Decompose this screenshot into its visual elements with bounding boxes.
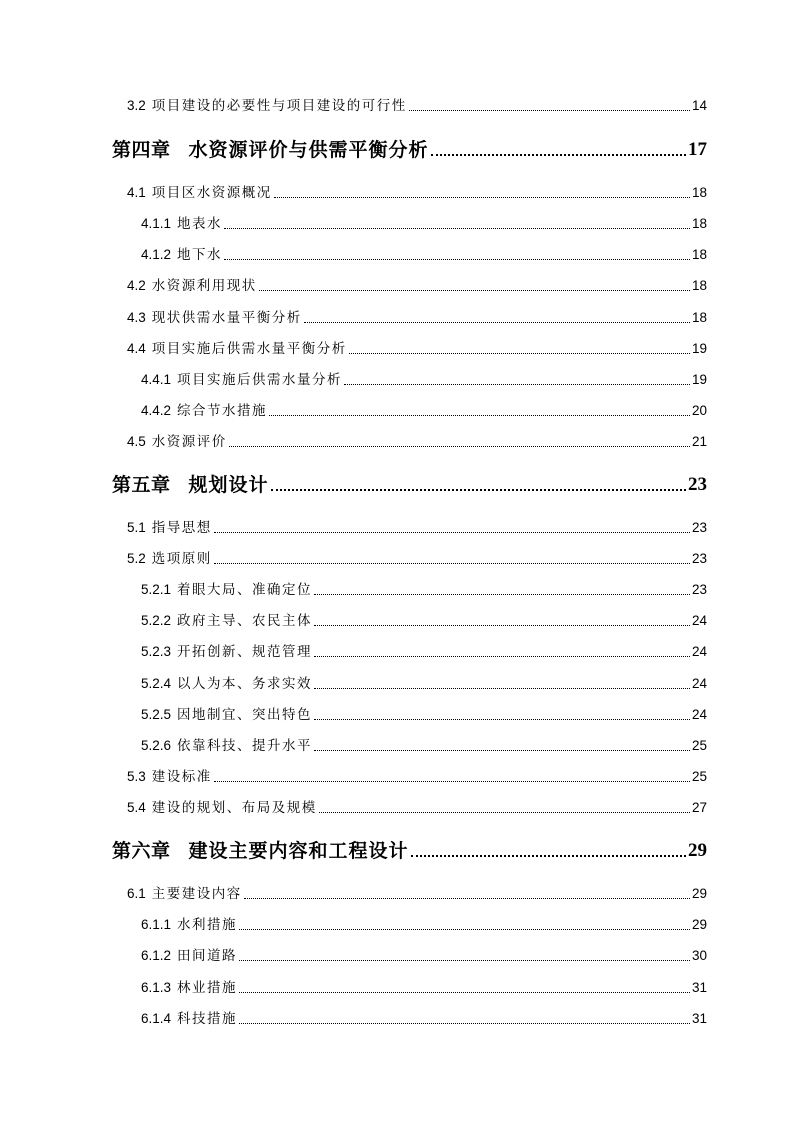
dot-leader <box>239 992 690 993</box>
chapter-title: 规划设计 <box>188 474 269 496</box>
toc-entry[interactable] <box>141 676 707 692</box>
toc-title: 水资源利用现状 <box>151 278 257 294</box>
toc-number: 4.4.1 <box>141 372 172 387</box>
dot-leader <box>304 322 690 323</box>
dot-leader <box>344 384 690 385</box>
toc-page-number: 24 <box>691 707 707 722</box>
toc-page-number: 24 <box>691 644 707 659</box>
toc-entry[interactable] <box>127 310 707 326</box>
toc-title: 以人为本、务求实效 <box>177 676 313 692</box>
dot-leader <box>224 259 690 260</box>
toc-entry[interactable] <box>127 341 707 357</box>
dot-leader <box>244 898 690 899</box>
toc-number: 4.1 <box>127 185 146 200</box>
toc-page-number: 25 <box>691 738 707 753</box>
toc-entry[interactable] <box>127 800 707 816</box>
dot-leader <box>349 353 690 354</box>
toc-page-number: 25 <box>691 769 707 784</box>
toc-page-number: 23 <box>688 474 707 495</box>
toc-number: 6.1.4 <box>141 1011 172 1026</box>
toc-number: 3.2 <box>127 98 146 113</box>
toc-title: 开拓创新、规范管理 <box>177 644 313 660</box>
toc-page-number: 19 <box>691 341 707 356</box>
toc-number: 6.1 <box>127 886 146 901</box>
toc-entry[interactable] <box>141 980 707 996</box>
chapter-number: 第五章 <box>112 474 171 496</box>
toc-page-number: 24 <box>691 676 707 691</box>
toc-title: 林业措施 <box>177 980 238 996</box>
toc-entry[interactable] <box>141 738 707 754</box>
toc-number: 5.2 <box>127 551 146 566</box>
toc-number: 5.2.1 <box>141 582 172 597</box>
toc-page-number: 31 <box>691 1011 707 1026</box>
toc-entry[interactable] <box>127 185 707 201</box>
toc-title: 综合节水措施 <box>177 403 268 419</box>
toc-entry[interactable] <box>141 1011 707 1027</box>
toc-title: 建设标准 <box>151 769 212 785</box>
toc-page-number: 21 <box>691 434 707 449</box>
toc-title: 依靠科技、提升水平 <box>177 738 313 754</box>
toc-page-number: 29 <box>691 917 707 932</box>
toc-entry[interactable] <box>141 948 707 964</box>
dot-leader <box>314 750 690 751</box>
dot-leader <box>411 855 686 857</box>
dot-leader <box>239 960 690 961</box>
toc-title: 地下水 <box>177 247 223 263</box>
dot-leader <box>214 781 690 782</box>
toc-entry[interactable] <box>127 551 707 567</box>
dot-leader <box>431 154 686 156</box>
toc-title: 水利措施 <box>177 917 238 933</box>
toc-entry[interactable] <box>141 582 707 598</box>
dot-leader <box>314 625 690 626</box>
toc-entry[interactable] <box>141 247 707 263</box>
toc-chapter-entry[interactable] <box>112 139 707 161</box>
toc-chapter-entry[interactable] <box>112 474 707 496</box>
toc-number: 4.4 <box>127 341 146 356</box>
toc-page-number: 20 <box>691 403 707 418</box>
toc-title: 项目实施后供需水量分析 <box>177 372 343 388</box>
toc-title: 项目区水资源概况 <box>151 185 272 201</box>
toc-number: 5.2.6 <box>141 738 172 753</box>
dot-leader <box>239 1023 690 1024</box>
dot-leader <box>214 532 690 533</box>
toc-page-number: 19 <box>691 372 707 387</box>
toc-page-number: 29 <box>691 886 707 901</box>
dot-leader <box>214 563 690 564</box>
toc-number: 5.2.5 <box>141 707 172 722</box>
toc-title: 建设的规划、布局及规模 <box>151 800 317 816</box>
toc-page-number: 29 <box>688 840 707 861</box>
toc-entry[interactable] <box>141 216 707 232</box>
toc-number: 4.1.2 <box>141 247 172 262</box>
dot-leader <box>409 110 690 111</box>
toc-title: 地表水 <box>177 216 223 232</box>
toc-title: 水资源评价 <box>151 434 227 450</box>
toc-number: 4.1.1 <box>141 216 172 231</box>
chapter-title: 水资源评价与供需平衡分析 <box>188 139 429 161</box>
toc-title: 主要建设内容 <box>151 886 242 902</box>
toc-title: 项目实施后供需水量平衡分析 <box>151 341 347 357</box>
toc-number: 5.2.3 <box>141 644 172 659</box>
toc-entry[interactable] <box>127 520 707 536</box>
toc-title: 着眼大局、准确定位 <box>177 582 313 598</box>
toc-number: 4.4.2 <box>141 403 172 418</box>
toc-entry[interactable] <box>141 613 707 629</box>
toc-page-number: 31 <box>691 980 707 995</box>
toc-page-number: 30 <box>691 948 707 963</box>
dot-leader <box>269 415 690 416</box>
toc-page-number: 23 <box>691 582 707 597</box>
toc-page-number: 18 <box>691 216 707 231</box>
chapter-number: 第四章 <box>112 139 171 161</box>
toc-title: 政府主导、农民主体 <box>177 613 313 629</box>
toc-page-number: 23 <box>691 520 707 535</box>
toc-page-number: 14 <box>691 98 707 113</box>
toc-page-number: 18 <box>691 185 707 200</box>
chapter-title: 建设主要内容和工程设计 <box>188 840 409 862</box>
toc-number: 6.1.2 <box>141 948 172 963</box>
toc-number: 5.1 <box>127 520 146 535</box>
toc-number: 4.2 <box>127 278 146 293</box>
toc-number: 6.1.3 <box>141 980 172 995</box>
toc-entry[interactable] <box>127 769 707 785</box>
toc-page-number: 23 <box>691 551 707 566</box>
toc-number: 4.5 <box>127 434 146 449</box>
toc-chapter-entry[interactable] <box>112 840 707 862</box>
toc-number: 5.2.2 <box>141 613 172 628</box>
dot-leader <box>274 197 690 198</box>
toc-entry[interactable] <box>127 434 707 450</box>
dot-leader <box>224 228 690 229</box>
toc-page-number: 18 <box>691 247 707 262</box>
dot-leader <box>271 489 686 491</box>
dot-leader <box>259 290 690 291</box>
dot-leader <box>314 719 690 720</box>
dot-leader <box>314 656 690 657</box>
chapter-number: 第六章 <box>112 840 171 862</box>
dot-leader <box>239 929 690 930</box>
dot-leader <box>314 594 690 595</box>
dot-leader <box>229 446 690 447</box>
toc-number: 5.2.4 <box>141 676 172 691</box>
toc-page-number: 18 <box>691 310 707 325</box>
toc-page-number: 17 <box>688 139 707 160</box>
toc-entry[interactable] <box>141 644 707 660</box>
toc-entry[interactable] <box>141 707 707 723</box>
toc-title: 指导思想 <box>151 520 212 536</box>
toc-page-number: 18 <box>691 278 707 293</box>
toc-number: 6.1.1 <box>141 917 172 932</box>
toc-title: 选项原则 <box>151 551 212 567</box>
toc-entry[interactable] <box>141 917 707 933</box>
toc-page-number: 27 <box>691 800 707 815</box>
toc-page-number: 24 <box>691 613 707 628</box>
toc-number: 4.3 <box>127 310 146 325</box>
toc-number: 5.3 <box>127 769 146 784</box>
toc-entry[interactable] <box>141 372 707 388</box>
toc-number: 5.4 <box>127 800 146 815</box>
dot-leader <box>319 812 690 813</box>
dot-leader <box>314 688 690 689</box>
toc-title: 现状供需水量平衡分析 <box>151 310 302 326</box>
toc-title: 项目建设的必要性与项目建设的可行性 <box>151 98 407 114</box>
toc-entry[interactable] <box>127 98 707 114</box>
toc-entry[interactable] <box>141 403 707 419</box>
toc-title: 因地制宜、突出特色 <box>177 707 313 723</box>
toc-title: 科技措施 <box>177 1011 238 1027</box>
toc-entry[interactable] <box>127 886 707 902</box>
toc-entry[interactable] <box>127 278 707 294</box>
toc-title: 田间道路 <box>177 948 238 964</box>
